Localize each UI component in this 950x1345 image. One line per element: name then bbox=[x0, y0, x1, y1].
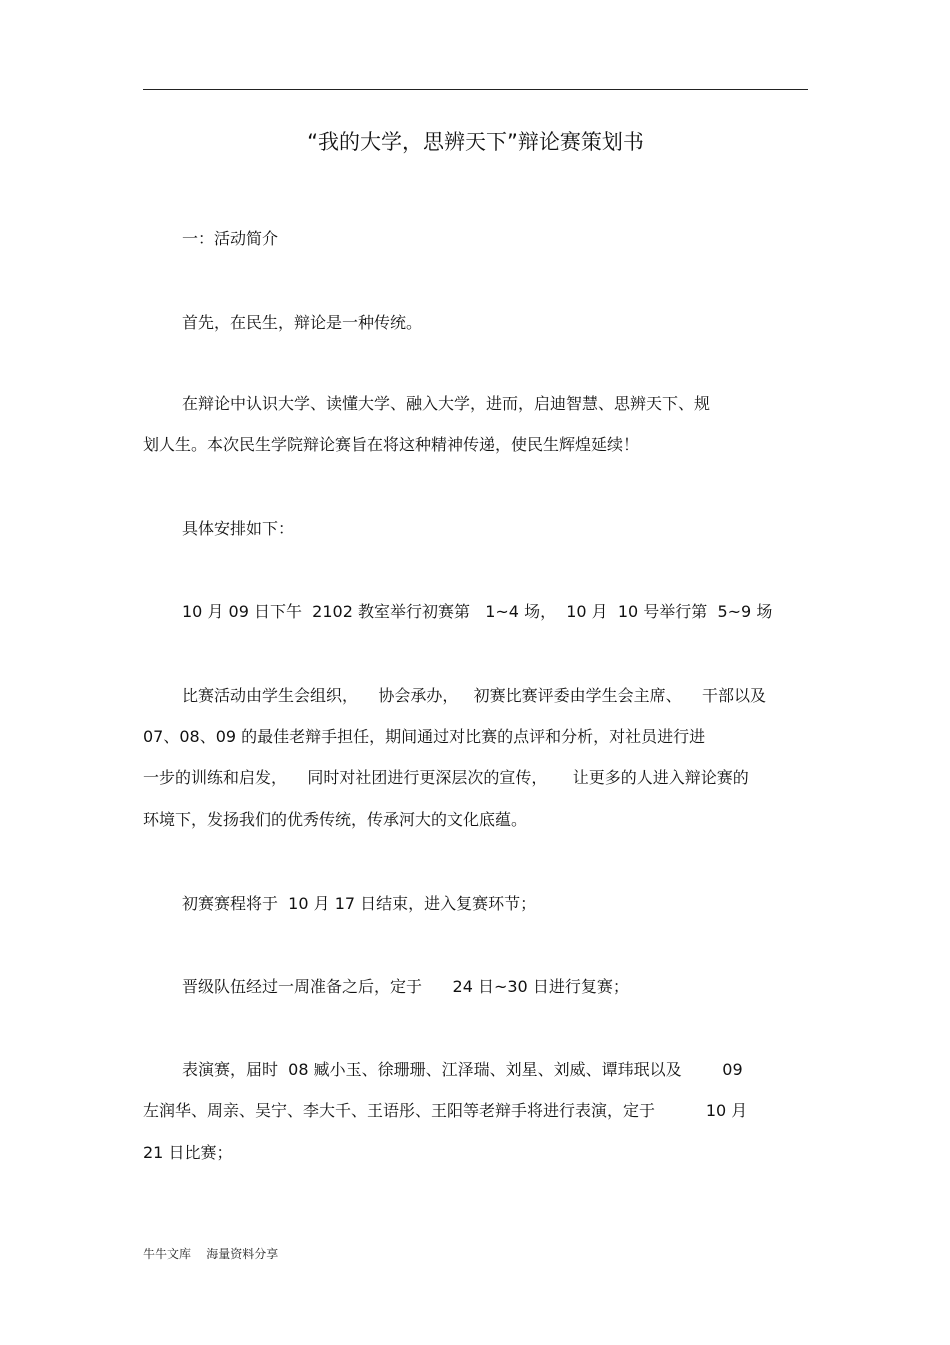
document-title: “我的大学，思辨天下”辩论赛策划书 bbox=[307, 130, 644, 154]
paragraph-line: 划人生。本次民生学院辩论赛旨在将这种精神传递，使民生辉煌延续！ bbox=[143, 435, 640, 454]
paragraph-line: 一步的训练和启发， 同时对社团进行更深层次的宣传， 让更多的人进入辩论赛的 bbox=[143, 768, 749, 787]
paragraph-line: 首先，在民生，辩论是一种传统。 bbox=[182, 313, 423, 332]
paragraph-line: 初赛赛程将于 10 月 17 日结束，进入复赛环节； bbox=[182, 894, 537, 913]
page-footer: 牛牛文库 海量资料分享 bbox=[143, 1247, 279, 1261]
paragraph-line: 晋级队伍经过一周准备之后，定于 24 日~30 日进行复赛； bbox=[182, 977, 629, 996]
header-rule bbox=[143, 89, 808, 90]
paragraph-line: 21 日比赛； bbox=[143, 1143, 233, 1162]
paragraph-line: 具体安排如下： bbox=[182, 519, 295, 538]
paragraph-line: 10 月 09 日下午 2102 教室举行初赛第 1~4 场， 10 月 10 号举行第 5~9 场 bbox=[182, 602, 773, 621]
paragraph-line: 左润华、周亲、吴宁、李大千、王语彤、王阳等老辩手将进行表演，定于 10 月 bbox=[143, 1101, 748, 1120]
paragraph-line: 比赛活动由学生会组织， 协会承办， 初赛比赛评委由学生会主席、 干部以及 bbox=[182, 686, 766, 705]
paragraph-line: 在辩论中认识大学、读懂大学、融入大学，进而，启迪智慧、思辨天下、规 bbox=[182, 394, 711, 413]
paragraph-line: 表演赛，届时 08 臧小玉、徐珊珊、江泽瑞、刘星、刘威、谭玮珉以及 09 bbox=[182, 1060, 743, 1079]
paragraph-line: 07、08、09 的最佳老辩手担任，期间通过对比赛的点评和分析，对社员进行进 bbox=[143, 727, 706, 746]
paragraph-line: 环境下，发扬我们的优秀传统，传承河大的文化底蕴。 bbox=[143, 810, 528, 829]
section-heading-intro: 一：活动简介 bbox=[182, 229, 279, 248]
